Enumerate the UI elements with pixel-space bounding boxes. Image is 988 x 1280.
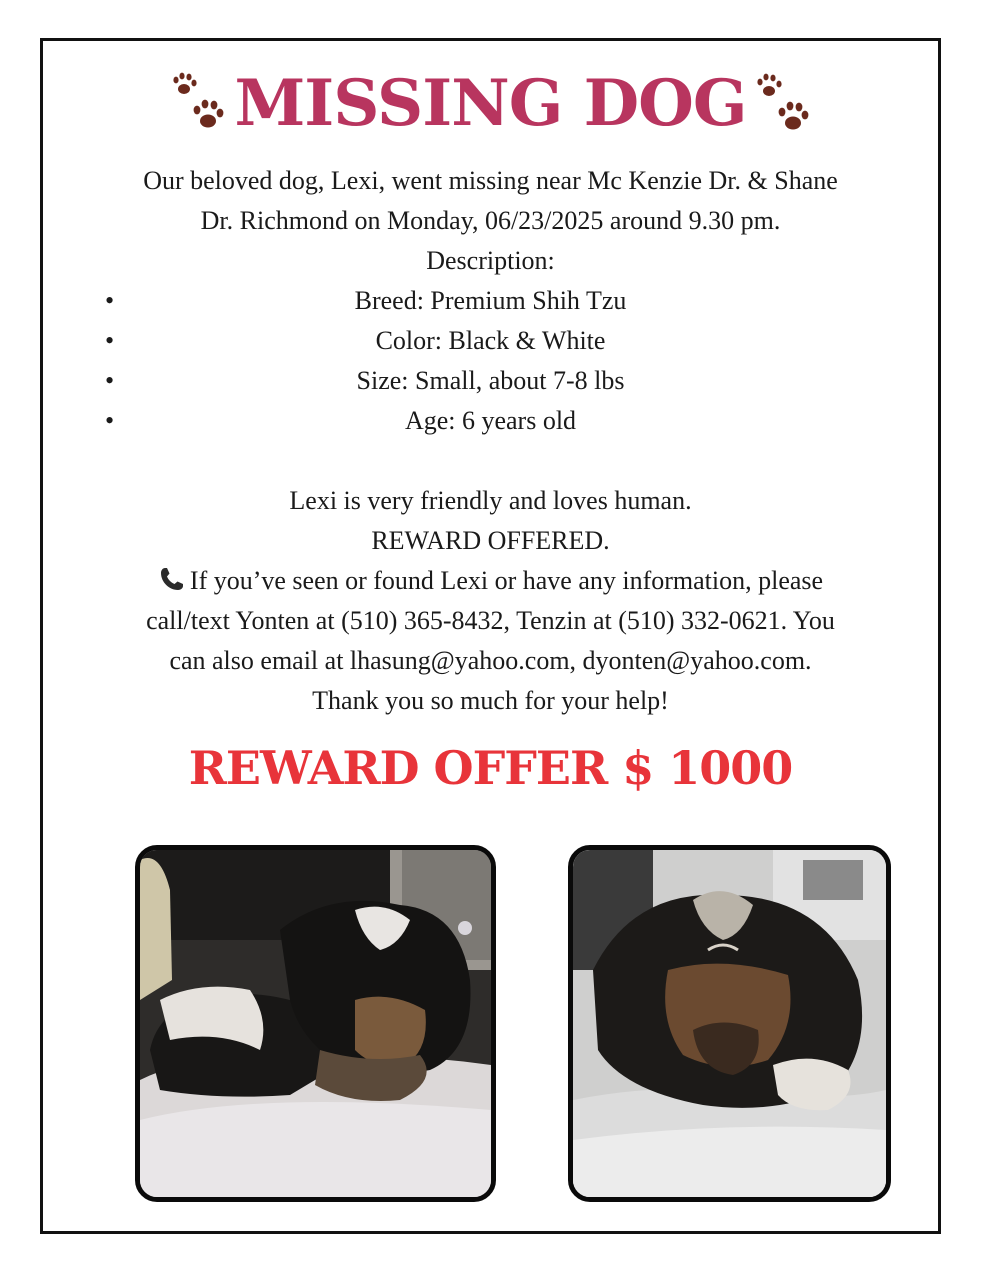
bullet: • [105,326,115,355]
reward-banner: REWARD OFFER $ 1000 [188,741,793,795]
contact-line-3: can also email at lhasung@yahoo.com, dyonten@yahoo.com. [169,646,812,675]
reward-offered-line: REWARD OFFERED. [371,526,610,555]
thanks-line: Thank you so much for your help! [312,686,669,715]
page-title: MISSING DOG [234,66,747,141]
color-text: Color: Black & White [375,326,606,355]
list-item [43,401,938,441]
size-text: Size: Small, about 7-8 lbs [356,366,625,395]
contact-text-1: If you’ve seen or found Lexi or have any information, please [189,566,824,595]
list-item [43,321,938,361]
contact-line-2: call/text Yonten at (510) 365-8432, Tenzin at (510) 332-0621. You [146,606,835,635]
bullet: • [105,406,115,435]
intro-line-1: Our beloved dog, Lexi, went missing near Mc Kenzie Dr. & Shane [143,166,838,195]
contact-line-1 [43,561,938,601]
intro-line-2: Dr. Richmond on Monday, 06/23/2025 around 9.30 pm. [200,206,781,235]
dog-photo-lying [135,845,496,1202]
paw-prints-icon [751,69,813,139]
flyer-body [43,161,938,721]
missing-dog-flyer [40,38,941,1234]
breed-text: Breed: Premium Shih Tzu [354,286,627,315]
dog-photo-closeup [568,845,891,1202]
spacer [43,441,938,481]
list-item [43,361,938,401]
title-row [43,59,938,149]
list-item [43,281,938,321]
description-heading: Description: [426,246,555,275]
age-text: Age: 6 years old [404,406,577,435]
paw-prints-icon [168,69,230,139]
phone-icon [158,565,186,593]
bullet: • [105,286,115,315]
bullet: • [105,366,115,395]
friendly-line: Lexi is very friendly and loves human. [289,486,692,515]
